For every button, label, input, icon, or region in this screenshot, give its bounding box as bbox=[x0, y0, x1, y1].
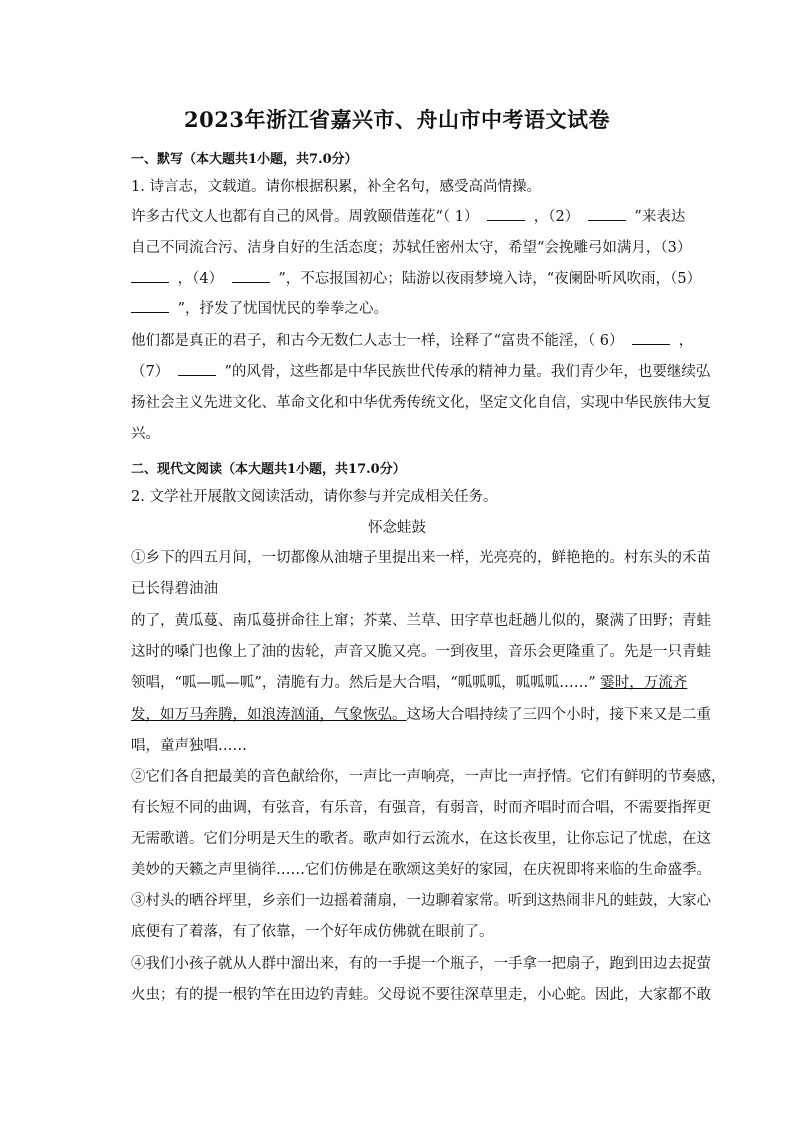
article-line: 无需歌谱。它们分明是天生的歌者。歌声如行云流水，在这长夜里，让你忘记了忧虑，在这 bbox=[131, 831, 711, 847]
article-line: ④我们小孩子就从人群中溜出来，有的一手提一个瓶子，一手拿一把扇子，跑到田边去捉萤 bbox=[131, 956, 711, 972]
article-line: 唱，童声独唱…… bbox=[131, 738, 247, 754]
page-title: 2023年浙江省嘉兴市、舟山市中考语文试卷 bbox=[184, 107, 610, 132]
q1-text: （7） bbox=[131, 364, 170, 380]
q1-paragraph-2-line-2 bbox=[131, 363, 710, 381]
section-heading-2: 二、现代文阅读（本大题共1小题，共17.0分） bbox=[131, 462, 406, 477]
q1-text: 他们都是真正的君子，和古今无数仁人志士一样，诠释了“富贵不能淫，（ 6） bbox=[131, 333, 624, 349]
article-line: 这时的嗓门也像上了油的齿轮，声音又脆又亮。一到夜里，音乐会更隆重了。先是一只青蛙 bbox=[131, 644, 711, 660]
q1-paragraph-2-line-4: 兴。 bbox=[131, 426, 160, 442]
article-line-mixed bbox=[131, 706, 711, 724]
answer-blank-6[interactable] bbox=[632, 332, 670, 345]
q1-paragraph-1-line-2: 自己不同流合污、洁身自好的生活态度；苏轼任密州太守，希望“会挽雕弓如满月，（3） bbox=[131, 240, 692, 256]
underlined-sentence: 霎时，万流齐 bbox=[600, 675, 688, 691]
article-line-mixed bbox=[131, 674, 687, 692]
article-line: 底便有了着落，有了依靠，一个好年成仿佛就在眼前了。 bbox=[131, 924, 494, 940]
q1-paragraph-1-line-4 bbox=[131, 300, 388, 318]
article-line: 有长短不同的曲调，有弦音，有乐音，有强音，有弱音，时而齐唱时而合唱，不需要指挥更 bbox=[131, 800, 711, 816]
q1-text: ， bbox=[678, 333, 694, 349]
q1-text: ，（2） bbox=[533, 209, 580, 225]
q1-paragraph-1-line-1 bbox=[131, 208, 685, 226]
q1-text: ”来表达 bbox=[634, 209, 686, 225]
q1-paragraph-1-line-3 bbox=[131, 270, 701, 288]
article-line: ①乡下的四五月间，一切都像从油塘子里提出来一样，光亮亮的，鲜艳艳的。村东头的禾苗 bbox=[131, 550, 711, 566]
answer-blank-2[interactable] bbox=[588, 208, 626, 221]
article-line: 美妙的天籁之声里徜徉……它们仿佛是在歌颂这美好的家园，在庆祝即将来临的生命盛季。 bbox=[131, 862, 711, 878]
answer-blank-3[interactable] bbox=[131, 270, 169, 283]
article-line: 的了，黄瓜蔓、南瓜蔓拼命往上窜；芥菜、兰草、田字草也赶趟儿似的，聚满了田野；青蛙 bbox=[131, 613, 711, 629]
answer-blank-7[interactable] bbox=[178, 363, 216, 376]
q1-text: 许多古代文人也都有自己的风骨。周敦颐借莲花“（ 1） bbox=[131, 209, 479, 225]
article-title: 怀念蛙鼓 bbox=[368, 520, 426, 536]
question-1-prompt: 1. 诗言志，文载道。请你根据积累，补全名句，感受高尚情操。 bbox=[131, 179, 541, 195]
q1-text: ”的风骨，这些都是中华民族世代传承的精神力量。我们青少年，也要继续弘 bbox=[224, 364, 711, 380]
q1-text: ”，抒发了忧国忧民的拳拳之心。 bbox=[177, 301, 389, 317]
answer-blank-4[interactable] bbox=[232, 270, 270, 283]
underlined-sentence: 发，如万马奔腾，如浪涛汹涌，气象恢弘。 bbox=[131, 707, 407, 723]
article-line: ③村头的晒谷坪里，乡亲们一边摇着蒲扇，一边聊着家常。听到这热闹非凡的蛙鼓，大家心 bbox=[131, 893, 711, 909]
answer-blank-1[interactable] bbox=[487, 208, 525, 221]
article-line: 火虫；有的提一根钓竿在田边钓青蛙。父母说不要往深草里走，小心蛇。因此，大家都不敢 bbox=[131, 987, 711, 1003]
q1-paragraph-2-line-1 bbox=[131, 332, 693, 350]
q1-paragraph-2-line-3: 扬社会主义先进文化、革命文化和中华优秀传统文化，坚定文化自信，实现中华民族伟大复 bbox=[131, 395, 711, 411]
article-text: 领唱，“呱—呱—呱”，清脆有力。然后是大合唱，“呱呱呱，呱呱呱……” bbox=[131, 675, 596, 691]
article-line: 已长得碧油油 bbox=[131, 581, 218, 597]
q1-text: ”，不忘报国初心；陆游以夜雨梦境入诗，“夜阑卧听风吹雨，（5） bbox=[278, 271, 702, 287]
article-line: ②它们各自把最美的音色献给你，一声比一声响亮，一声比一声抒情。它们有鲜明的节奏感， bbox=[131, 769, 726, 785]
section-heading-1: 一、默写（本大题共1小题，共7.0分） bbox=[131, 152, 358, 167]
article-text: 这场大合唱持续了三四个小时，接下来又是二重 bbox=[406, 707, 711, 723]
answer-blank-5[interactable] bbox=[131, 300, 169, 313]
q1-text: ，（4） bbox=[177, 271, 224, 287]
question-2-prompt: 2. 文学社开展散文阅读活动，请你参与并完成相关任务。 bbox=[131, 489, 498, 505]
